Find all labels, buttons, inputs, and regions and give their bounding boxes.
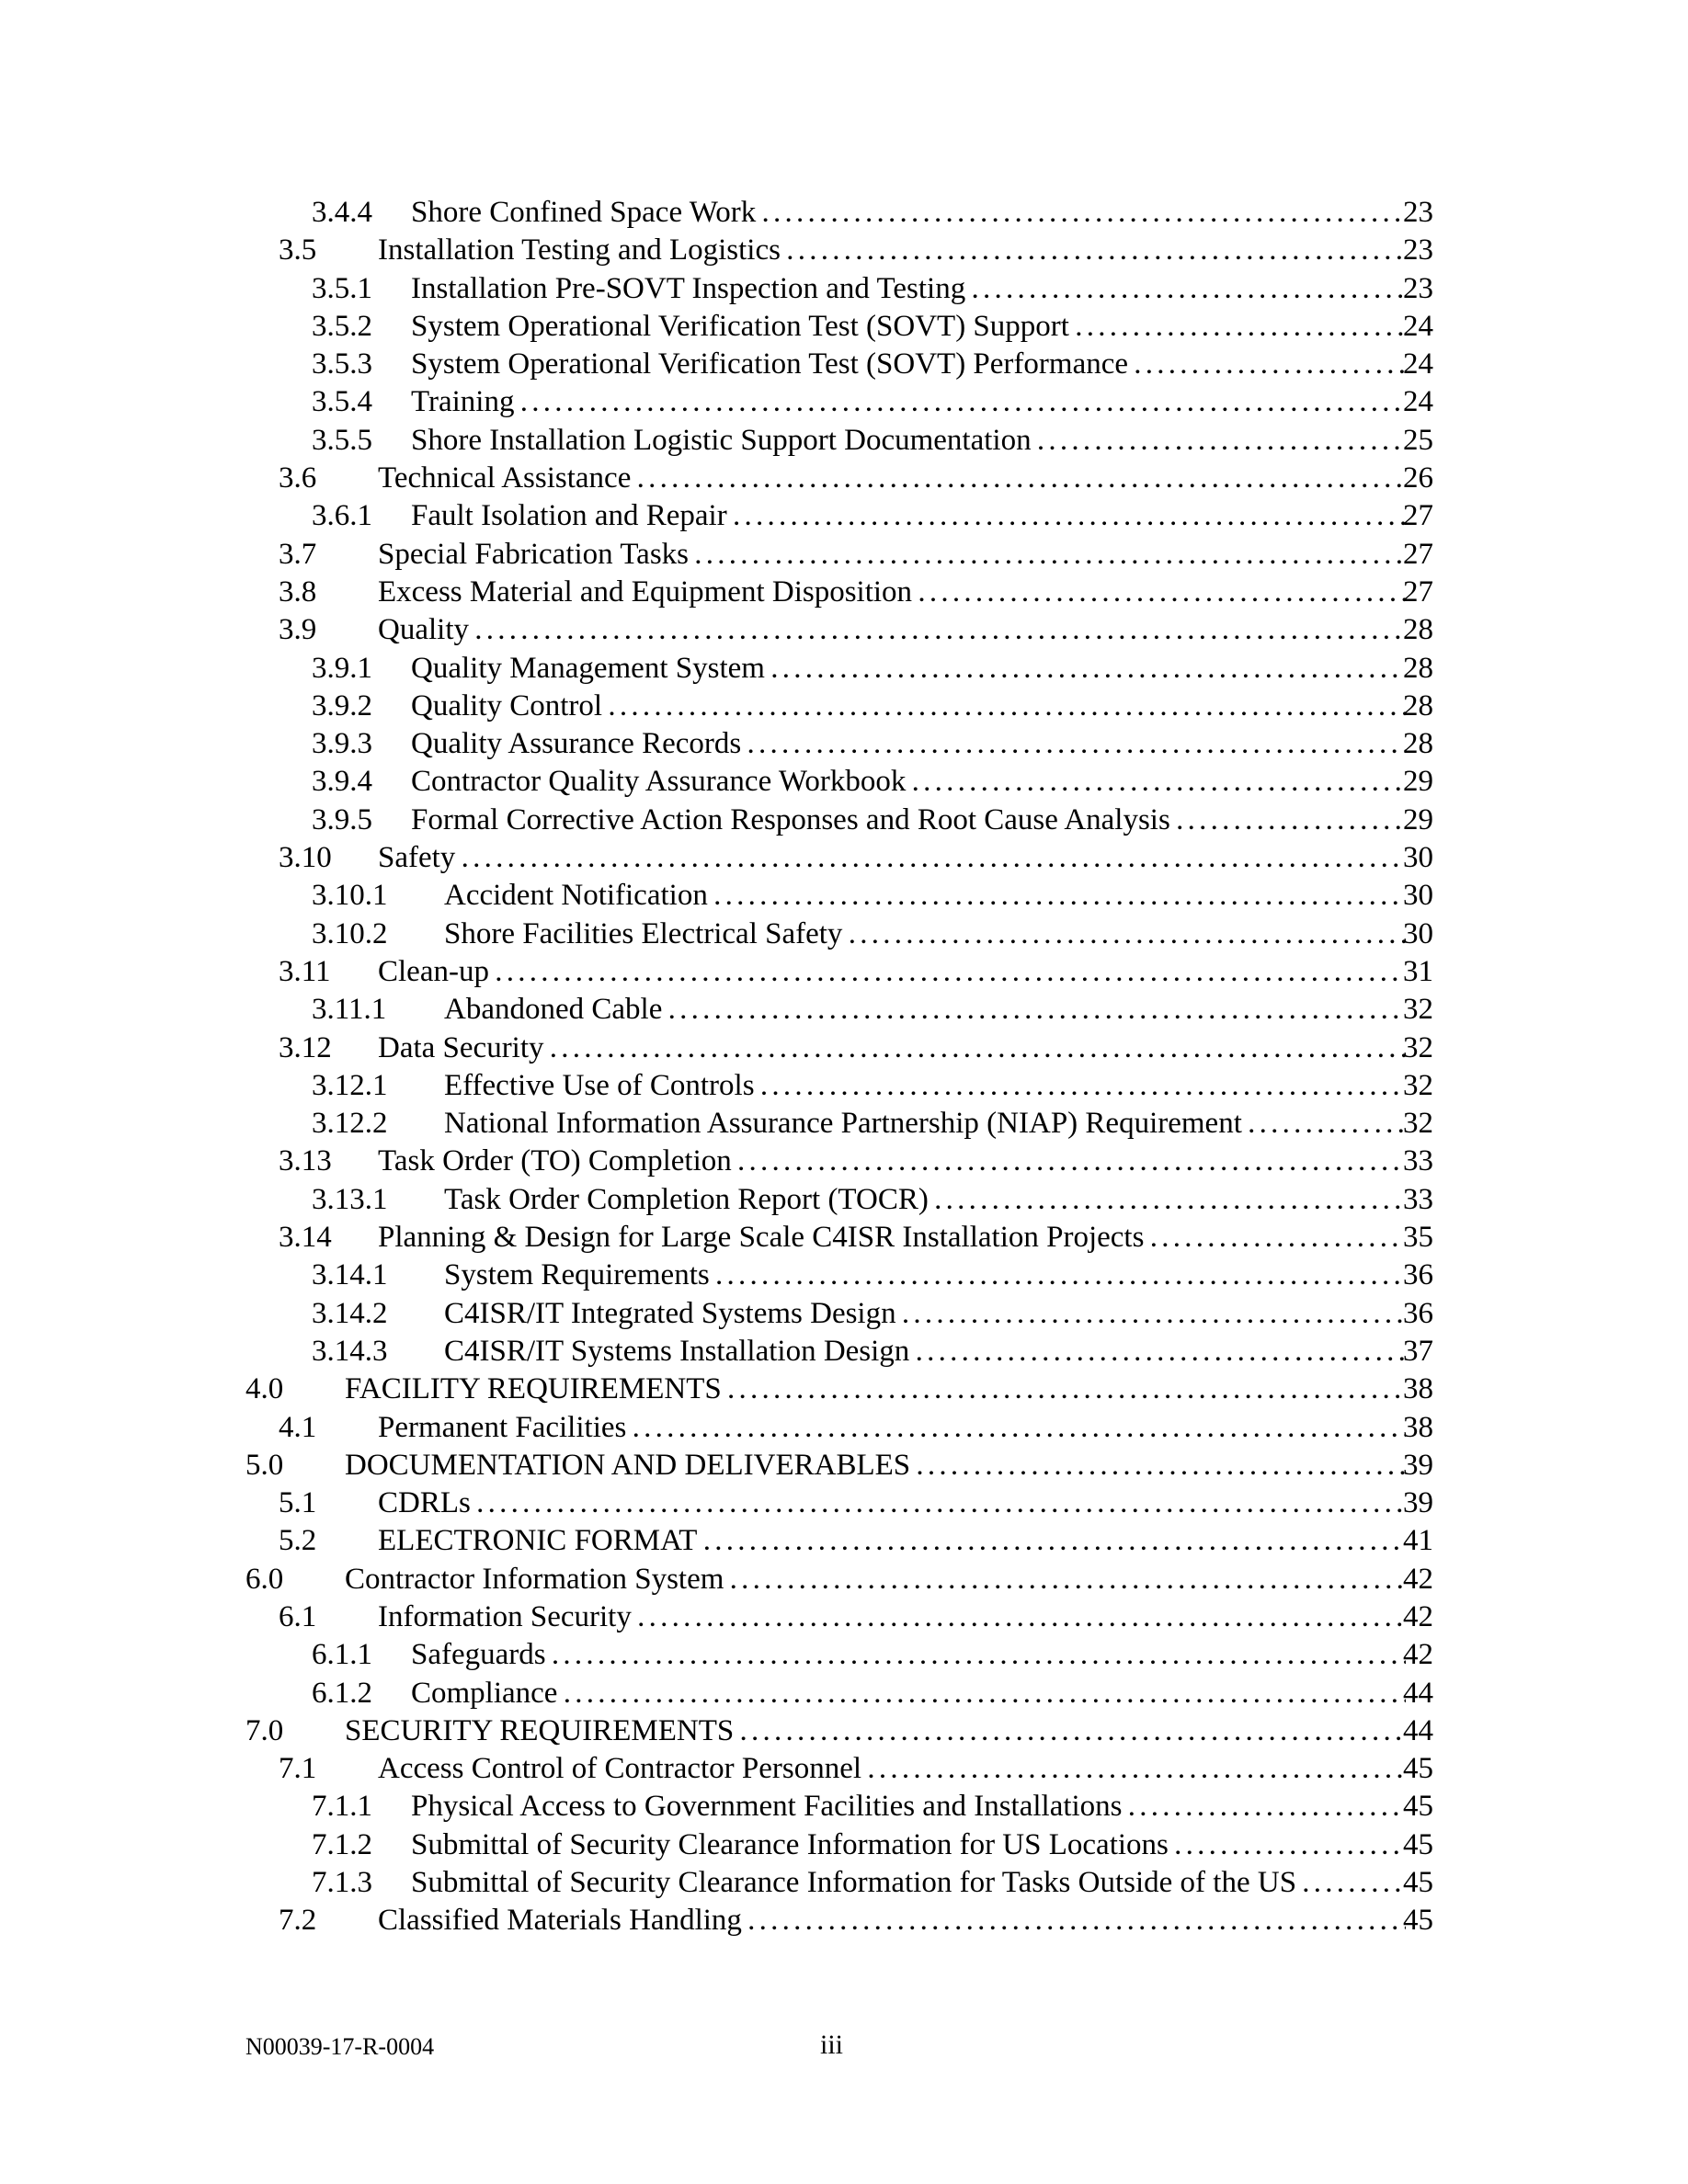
toc-section-number: 6.1 <box>279 1599 317 1633</box>
toc-section-title: Contractor Quality Assurance Workbook . . . <box>411 763 1406 801</box>
toc-section-number: 7.2 <box>279 1904 317 1938</box>
toc-entry[interactable] <box>0 194 1688 232</box>
toc-section-title: SECURITY REQUIREMENTS . . . <box>345 1712 1406 1750</box>
toc-section-title: Compliance . . . <box>411 1675 1406 1712</box>
toc-page-number: 33 <box>1403 1144 1433 1178</box>
toc-page-number: 32 <box>1403 993 1433 1027</box>
toc-section-title: Installation Pre-SOVT Inspection and Testing . . . <box>411 270 1406 308</box>
toc-entry[interactable] <box>0 1257 1688 1294</box>
toc-section-title: Submittal of Security Clearance Information for Tasks Outside of the US . . . <box>411 1864 1406 1902</box>
toc-section-title: National Information Assurance Partnership (NIAP) Requirement . . . <box>444 1105 1406 1143</box>
toc-section-title: Shore Confined Space Work . . . <box>411 194 1406 232</box>
toc-section-number: 3.5.2 <box>312 309 372 343</box>
toc-section-number: 3.13 <box>279 1144 332 1178</box>
toc-entry[interactable] <box>0 916 1688 953</box>
toc-page-number: 29 <box>1403 765 1433 799</box>
toc-section-title: Submittal of Security Clearance Information for US Locations . . . <box>411 1826 1406 1864</box>
toc-section-title: Planning & Design for Large Scale C4ISR Installation Projects . . . <box>378 1219 1406 1257</box>
toc-section-title: Special Fabrication Tasks . . . <box>378 536 1406 574</box>
toc-section-number: 3.11 <box>279 954 331 988</box>
toc-page-number: 37 <box>1403 1334 1433 1368</box>
toc-page-number: 32 <box>1403 1030 1433 1064</box>
toc-entry[interactable] <box>0 1712 1688 1750</box>
toc-entry[interactable] <box>0 574 1688 611</box>
toc-section-number: 3.5.1 <box>312 271 372 305</box>
toc-section-number: 3.12 <box>279 1030 332 1064</box>
toc-section-title: Fault Isolation and Repair . . . <box>411 497 1406 535</box>
toc-page-number: 41 <box>1403 1524 1433 1558</box>
toc-page-number: 23 <box>1403 233 1433 267</box>
toc-page-number: 32 <box>1403 1068 1433 1102</box>
toc-page-number: 24 <box>1403 347 1433 381</box>
toc-page-number: 24 <box>1403 309 1433 343</box>
toc-page-number: 45 <box>1403 1752 1433 1786</box>
toc-page-number: 44 <box>1403 1713 1433 1747</box>
toc-section-number: 3.9.2 <box>312 688 372 722</box>
toc-section-title: Clean-up . . . <box>378 953 1406 991</box>
toc-page-number: 28 <box>1403 727 1433 761</box>
toc-entry[interactable] <box>0 346 1688 383</box>
toc-page-number: 27 <box>1403 574 1433 609</box>
toc-entry[interactable] <box>0 1333 1688 1371</box>
toc-page-number: 44 <box>1403 1676 1433 1710</box>
toc-section-title: DOCUMENTATION AND DELIVERABLES . . . <box>345 1447 1406 1484</box>
toc-entry[interactable] <box>0 688 1688 725</box>
toc-section-number: 4.0 <box>245 1372 284 1406</box>
toc-section-number: 5.1 <box>279 1486 317 1520</box>
toc-section-title: CDRLs . . . <box>378 1484 1406 1522</box>
toc-section-title: System Requirements . . . <box>444 1257 1406 1294</box>
toc-section-title: Contractor Information System . . . <box>345 1561 1406 1598</box>
toc-entry[interactable] <box>0 1788 1688 1826</box>
toc-section-number: 6.1.1 <box>312 1638 372 1672</box>
document-number: N00039-17-R-0004 <box>245 2033 435 2060</box>
toc-section-number: 3.5.4 <box>312 385 372 419</box>
toc-section-title: System Operational Verification Test (SOVT) Performance . . . <box>411 346 1406 383</box>
toc-entry[interactable] <box>0 725 1688 763</box>
toc-section-title: System Operational Verification Test (SOVT) Support . . . <box>411 308 1406 346</box>
toc-section-number: 4.1 <box>279 1410 317 1444</box>
toc-entry[interactable] <box>0 1067 1688 1105</box>
toc-section-number: 3.5.5 <box>312 423 372 457</box>
toc-section-number: 3.7 <box>279 537 317 571</box>
toc-page-number: 27 <box>1403 537 1433 571</box>
toc-section-number: 3.14 <box>279 1221 332 1255</box>
toc-page-number: 31 <box>1403 954 1433 988</box>
toc-page-number: 45 <box>1403 1790 1433 1824</box>
toc-entry[interactable] <box>0 1675 1688 1712</box>
toc-section-title: Excess Material and Equipment Disposition . . . <box>378 574 1406 611</box>
toc-entry[interactable] <box>0 1902 1688 1939</box>
toc-section-number: 3.5 <box>279 233 317 267</box>
toc-page-number: 42 <box>1403 1562 1433 1596</box>
toc-page-number: 24 <box>1403 385 1433 419</box>
toc-section-title: Classified Materials Handling . . . <box>378 1902 1406 1939</box>
toc-section-number: 3.10 <box>279 841 332 875</box>
toc-page-number: 42 <box>1403 1638 1433 1672</box>
toc-section-number: 7.1.2 <box>312 1827 372 1861</box>
toc-page-number: 29 <box>1403 802 1433 836</box>
toc-section-number: 3.14.1 <box>312 1258 388 1292</box>
toc-page-number: 45 <box>1403 1827 1433 1861</box>
toc-section-number: 3.8 <box>279 574 317 609</box>
toc-entry[interactable] <box>0 1826 1688 1864</box>
toc-page-number: 28 <box>1403 688 1433 722</box>
toc-section-number: 3.13.1 <box>312 1182 388 1216</box>
toc-entry[interactable] <box>0 763 1688 801</box>
toc-entry[interactable] <box>0 308 1688 346</box>
toc-section-number: 3.4.4 <box>312 196 372 229</box>
toc-section-title: Access Control of Contractor Personnel . . . <box>378 1750 1406 1788</box>
toc-section-number: 3.9.1 <box>312 651 372 685</box>
toc-page-number: 42 <box>1403 1599 1433 1633</box>
toc-section-title: Effective Use of Controls . . . <box>444 1067 1406 1105</box>
toc-entry[interactable] <box>0 460 1688 497</box>
toc-page-number: 36 <box>1403 1296 1433 1330</box>
toc-section-number: 3.6 <box>279 461 317 495</box>
toc-section-title: Installation Testing and Logistics . . . <box>378 232 1406 269</box>
toc-entry[interactable] <box>0 1484 1688 1522</box>
toc-page-number: 28 <box>1403 651 1433 685</box>
toc-section-number: 3.11.1 <box>312 993 387 1027</box>
toc-entry[interactable] <box>0 1636 1688 1674</box>
toc-section-number: 7.0 <box>245 1713 284 1747</box>
toc-section-title: Physical Access to Government Facilities and Installations . . . <box>411 1788 1406 1826</box>
toc-page-number: 38 <box>1403 1372 1433 1406</box>
toc-page-number: 23 <box>1403 271 1433 305</box>
page-number: iii <box>820 2030 844 2060</box>
toc-section-title: Information Security . . . <box>378 1598 1406 1636</box>
toc-section-title: Quality . . . <box>378 611 1406 649</box>
toc-entry[interactable] <box>0 422 1688 460</box>
toc-page-number: 28 <box>1403 613 1433 647</box>
toc-entry[interactable] <box>0 1181 1688 1219</box>
toc-entry[interactable] <box>0 383 1688 421</box>
toc-page-number: 33 <box>1403 1182 1433 1216</box>
toc-entry[interactable] <box>0 1750 1688 1788</box>
toc-section-title: Quality Management System . . . <box>411 650 1406 688</box>
toc-entry[interactable] <box>0 650 1688 688</box>
toc-entry[interactable] <box>0 497 1688 535</box>
toc-entry[interactable] <box>0 1143 1688 1180</box>
toc-section-number: 3.10.1 <box>312 879 388 913</box>
toc-page-number: 30 <box>1403 841 1433 875</box>
toc-section-title: Safety . . . <box>378 839 1406 877</box>
toc-page-number: 32 <box>1403 1107 1433 1141</box>
toc-entry[interactable] <box>0 802 1688 839</box>
toc-section-number: 3.12.1 <box>312 1068 388 1102</box>
toc-section-title: Task Order (TO) Completion . . . <box>378 1143 1406 1180</box>
toc-page-number: 36 <box>1403 1258 1433 1292</box>
toc-entry[interactable] <box>0 877 1688 915</box>
toc-section-number: 3.12.2 <box>312 1107 388 1141</box>
toc-section-number: 3.14.2 <box>312 1296 388 1330</box>
toc-entry[interactable] <box>0 1522 1688 1560</box>
toc-page-number: 30 <box>1403 916 1433 950</box>
toc-entry[interactable] <box>0 1864 1688 1902</box>
toc-section-title: FACILITY REQUIREMENTS . . . <box>345 1371 1406 1408</box>
toc-entry[interactable] <box>0 270 1688 308</box>
toc-section-title: Shore Installation Logistic Support Documentation . . . <box>411 422 1406 460</box>
toc-page-number: 39 <box>1403 1486 1433 1520</box>
toc-section-title: C4ISR/IT Systems Installation Design . . . <box>444 1333 1406 1371</box>
toc-section-title: Safeguards . . . <box>411 1636 1406 1674</box>
toc-page-number: 30 <box>1403 879 1433 913</box>
toc-section-title: Shore Facilities Electrical Safety . . . <box>444 916 1406 953</box>
toc-entry[interactable] <box>0 1598 1688 1636</box>
toc-entry[interactable] <box>0 1029 1688 1067</box>
toc-section-title: Data Security . . . <box>378 1029 1406 1067</box>
toc-section-title: Quality Control . . . <box>411 688 1406 725</box>
toc-section-title: Technical Assistance . . . <box>378 460 1406 497</box>
toc-section-number: 3.10.2 <box>312 916 388 950</box>
toc-entry[interactable] <box>0 839 1688 877</box>
toc-section-title: Quality Assurance Records . . . <box>411 725 1406 763</box>
toc-section-title: Formal Corrective Action Responses and Root Cause Analysis . . . <box>411 802 1406 839</box>
toc-section-title: Training . . . <box>411 383 1406 421</box>
toc-page-number: 27 <box>1403 499 1433 533</box>
toc-page-number: 39 <box>1403 1448 1433 1482</box>
toc-entry[interactable] <box>0 232 1688 269</box>
toc-entry[interactable] <box>0 991 1688 1029</box>
toc-section-number: 3.14.3 <box>312 1334 388 1368</box>
toc-section-number: 7.1 <box>279 1752 317 1786</box>
toc-section-number: 3.9.3 <box>312 727 372 761</box>
toc-entry[interactable] <box>0 1561 1688 1598</box>
toc-entry[interactable] <box>0 1105 1688 1143</box>
toc-section-number: 3.5.3 <box>312 347 372 381</box>
toc-section-number: 6.1.2 <box>312 1676 372 1710</box>
toc-section-number: 3.9.4 <box>312 765 372 799</box>
toc-section-title: Abandoned Cable . . . <box>444 991 1406 1029</box>
toc-section-title: ELECTRONIC FORMAT . . . <box>378 1522 1406 1560</box>
toc-entry[interactable] <box>0 611 1688 649</box>
toc-entry[interactable] <box>0 1219 1688 1257</box>
toc-section-number: 3.9.5 <box>312 802 372 836</box>
toc-section-number: 3.6.1 <box>312 499 372 533</box>
toc-entry[interactable] <box>0 536 1688 574</box>
toc-page-number: 45 <box>1403 1904 1433 1938</box>
toc-section-number: 5.0 <box>245 1448 284 1482</box>
toc-page-number: 23 <box>1403 196 1433 229</box>
toc-section-title: Accident Notification . . . <box>444 877 1406 915</box>
toc-section-number: 7.1.1 <box>312 1790 372 1824</box>
toc-section-title: Permanent Facilities . . . <box>378 1409 1406 1447</box>
toc-entry[interactable] <box>0 1295 1688 1333</box>
toc-page-number: 26 <box>1403 461 1433 495</box>
toc-section-number: 5.2 <box>279 1524 317 1558</box>
toc-entry[interactable] <box>0 953 1688 991</box>
toc-section-title: Task Order Completion Report (TOCR) . . . <box>444 1181 1406 1219</box>
toc-entry[interactable] <box>0 1409 1688 1447</box>
toc-entry[interactable] <box>0 1447 1688 1484</box>
toc-page-number: 35 <box>1403 1221 1433 1255</box>
toc-section-number: 7.1.3 <box>312 1866 372 1900</box>
toc-page-number: 38 <box>1403 1410 1433 1444</box>
toc-page-number: 45 <box>1403 1866 1433 1900</box>
toc-section-title: C4ISR/IT Integrated Systems Design . . . <box>444 1295 1406 1333</box>
toc-page-number: 25 <box>1403 423 1433 457</box>
toc-section-number: 6.0 <box>245 1562 284 1596</box>
toc-entry[interactable] <box>0 1371 1688 1408</box>
toc-section-number: 3.9 <box>279 613 317 647</box>
table-of-contents <box>0 194 1688 1940</box>
